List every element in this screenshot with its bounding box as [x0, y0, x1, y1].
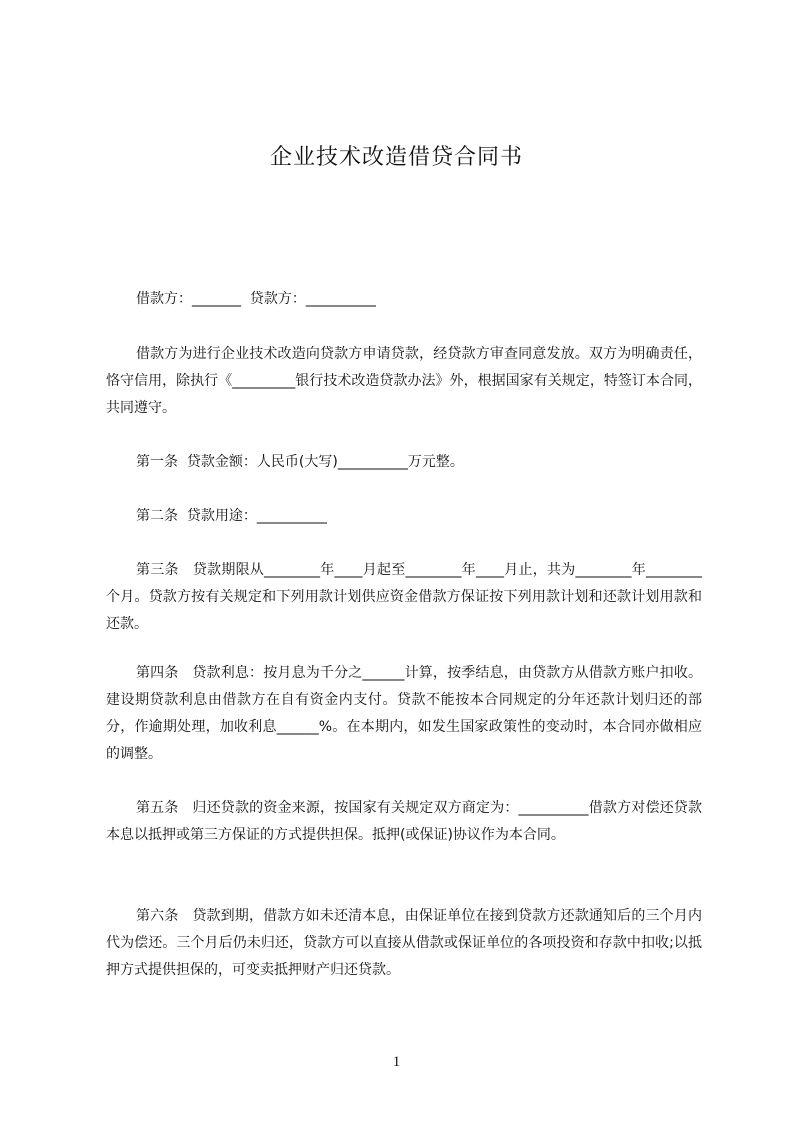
intro-paragraph: 借款方为进行企业技术改造向贷款方申请贷款，经贷款方审查同意发放。双方为明确责任，恪守信用，除执行《_________银行技术改造贷款办法》外，根据国家有关规定，特签订本合同，共同遵守。 [106, 346, 702, 416]
article-1: 第一条 贷款金额：人民币(大写)__________万元整。 [136, 454, 464, 470]
article-4: 第四条 贷款利息：按月息为千分之______计算，按季结息，由贷款方从借款方账户扣收。建设期贷款利息由借款方在自有资金内支付。贷款不能按本合同规定的分年还款计划归还的部分，作逾期处理，加收利息______%。在本期内，如发生国家政策性的变动时，本合同亦做相应的调整。 [106, 665, 702, 762]
article-6: 第六条 贷款到期，借款方如未还清本息，由保证单位在接到贷款方还款通知后的三个月内代为偿还。三个月后仍未归还，贷款方可以直接从借款或保证单位的各项投资和存款中扣收;以抵押方式提供担保的，可变卖抵押财产归还贷款。 [106, 908, 702, 978]
article-3: 第三条 贷款期限从________年____月起至________年____月止，共为________年________个月。贷款方按有关规定和下列用款计划供应资金借款方保证按下列用款计划和还款计划用款和还款。 [106, 562, 702, 632]
article-2: 第二条 贷款用途：__________ [136, 508, 327, 524]
article-5: 第五条 归还贷款的资金来源，按国家有关规定双方商定为：__________借款方对偿还贷款本息以抵押或第三方保证的方式提供担保。抵押(或保证)协议作为本合同。 [106, 800, 702, 843]
page-number: 1 [392, 1054, 401, 1070]
document-title: 企业技术改造借贷合同书 [269, 145, 523, 170]
parties-line: 借款方：_______ 贷款方：__________ [136, 291, 376, 307]
